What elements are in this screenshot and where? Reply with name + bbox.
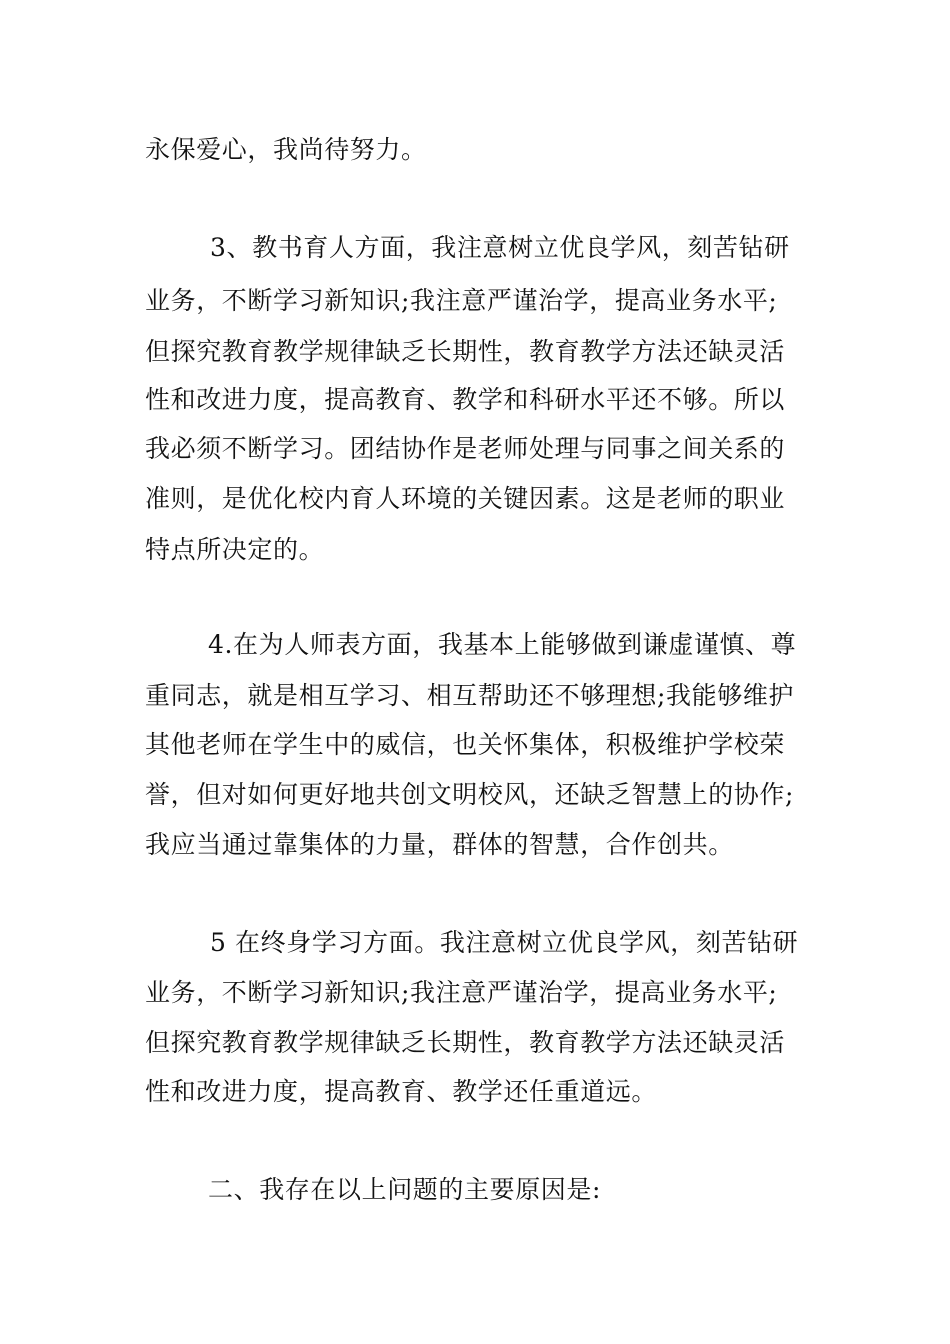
text-line: 但探究教育教学规律缺乏长期性，教育教学方法还缺灵活: [145, 1028, 786, 1057]
text-line: 但探究教育教学规律缺乏长期性，教育教学方法还缺灵活: [145, 337, 786, 366]
text-line: 我必须不断学习。团结协作是老师处理与同事之间关系的: [145, 434, 786, 463]
text-line: 其他老师在学生中的威信，也关怀集体，积极维护学校荣: [145, 730, 786, 759]
text-line: 性和改进力度，提高教育、教学和科研水平还不够。所以: [145, 385, 786, 414]
text-line: 誉，但对如何更好地共创文明校风，还缺乏智慧上的协作;: [145, 780, 795, 809]
paragraph-first-line: 5 在终身学习方面。我注意树立优良学风，刻苦钻研: [210, 928, 799, 957]
section-heading: 二、我存在以上问题的主要原因是:: [208, 1175, 602, 1204]
text-line: 业务，不断学习新知识;我注意严谨治学，提高业务水平;: [145, 978, 778, 1007]
text-line: 特点所决定的。: [145, 535, 325, 564]
paragraph-first-line: 3、教书育人方面，我注意树立优良学风，刻苦钻研: [210, 233, 790, 262]
text-line: 永保爱心，我尚待努力。: [145, 135, 427, 164]
paragraph-first-line: 4.在为人师表方面，我基本上能够做到谦虚谨慎、尊: [208, 630, 797, 659]
text-line: 重同志，就是相互学习、相互帮助还不够理想;我能够维护: [145, 681, 795, 710]
text-line: 业务，不断学习新知识;我注意严谨治学，提高业务水平;: [145, 286, 778, 315]
text-line: 准则，是优化校内育人环境的关键因素。这是老师的职业: [145, 484, 786, 513]
text-line: 性和改进力度，提高教育、教学还任重道远。: [145, 1077, 658, 1106]
text-line: 我应当通过靠集体的力量，群体的智慧，合作创共。: [145, 830, 734, 859]
